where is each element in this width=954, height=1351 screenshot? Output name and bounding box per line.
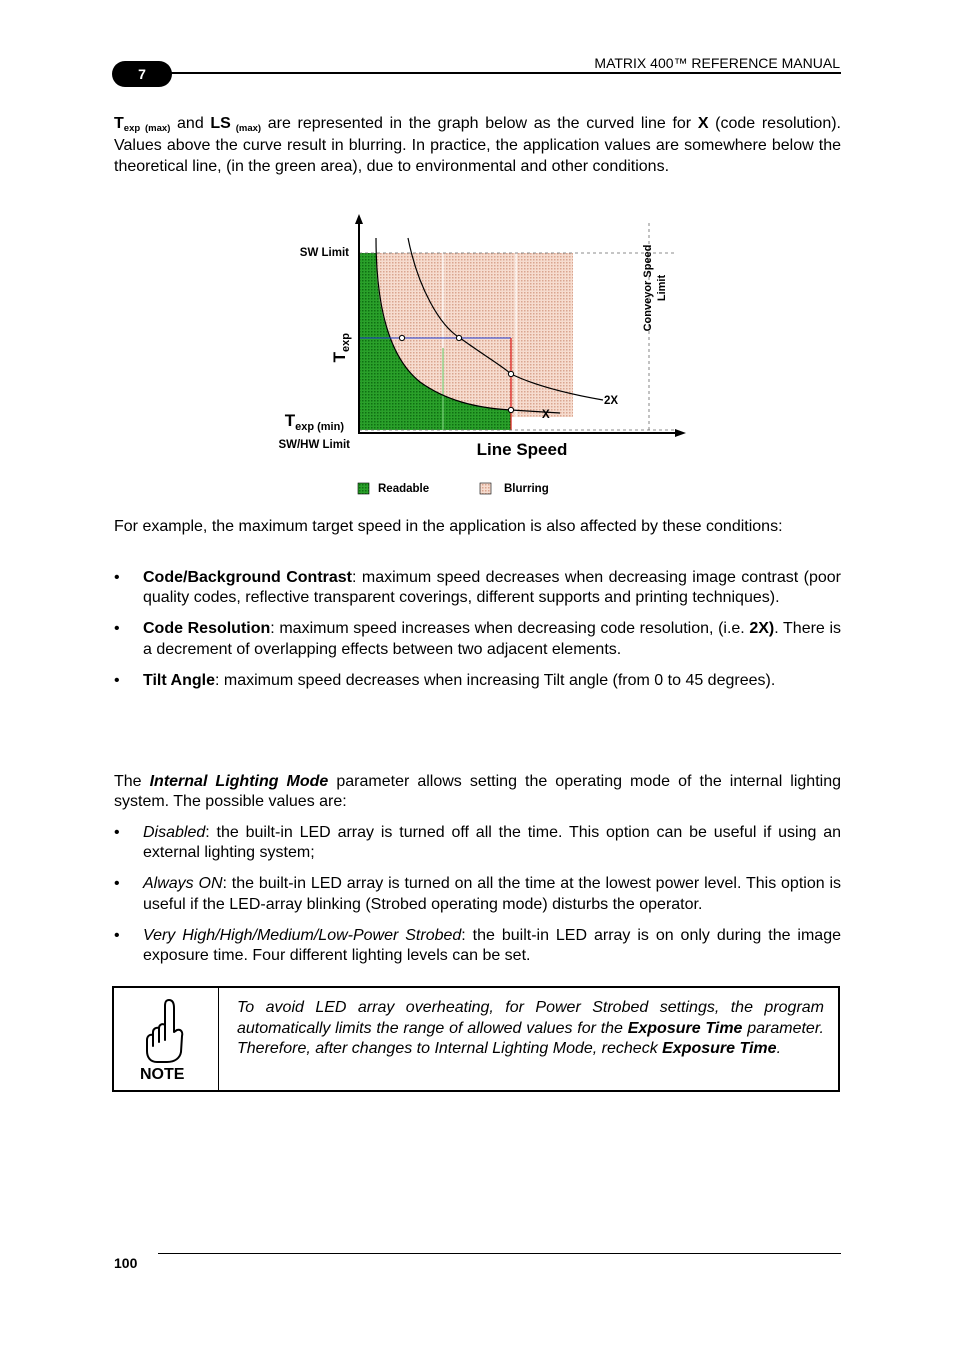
legend-readable-swatch — [358, 483, 369, 494]
curve-2x-label: 2X — [604, 395, 619, 407]
legend-blurring-swatch — [480, 483, 491, 494]
example-paragraph: For example, the maximum target speed in the application is also affected by these conditions: — [114, 518, 783, 535]
lighting-paragraph: The Internal Lighting Mode parameter allows setting the operating mode of the internal lighting system. The possible values are: — [114, 773, 841, 811]
legend-blurring-label: Blurring — [504, 483, 549, 495]
x-symbol: X — [697, 115, 709, 132]
list-item: • Code Resolution: maximum speed increases when decreasing code resolution, (i.e. 2X). There is a decrement of overlapping effects between two adjacent elements. — [114, 619, 841, 660]
intersection-point — [456, 335, 461, 340]
pointing-hand-icon — [141, 996, 187, 1064]
intro-and: and — [170, 115, 211, 132]
y-axis-arrow — [355, 214, 363, 224]
conveyor-limit-label-2: Limit — [656, 274, 668, 302]
list-item: • Always ON: the built-in LED array is turned on all the time at the lowest power level. This option is useful if the LED-array blinking (Strobed operating mode) disturbs the operator. — [114, 874, 841, 915]
legend-readable-label: Readable — [378, 483, 430, 495]
header-title: MATRIX 400™ REFERENCE MANUAL — [594, 55, 840, 71]
y-axis-label: $T_{exp}$ — [330, 333, 352, 363]
footer-rule — [158, 1253, 841, 1254]
t-exp-min-label: $T_{exp (min)}$ — [284, 411, 344, 433]
intersection-point — [399, 335, 404, 340]
sw-limit-label: SW Limit — [299, 247, 349, 259]
header-rule — [150, 72, 841, 74]
list-item: • Very High/High/Medium/Low-Power Strobed: the built-in LED array is on only during the image exposure time. Four different lighting levels can be set. — [114, 926, 841, 967]
t-exp-max-symbol: $T_{exp (max)}$ — [114, 115, 171, 134]
chapter-badge: 7 — [112, 61, 172, 87]
intersection-point — [508, 371, 513, 376]
curve-x-label: X — [542, 409, 550, 421]
list-item: • Disabled: the built-in LED array is turned off all the time. This option can be useful if using an external lighting system; — [114, 823, 841, 864]
conveyor-limit-label-1: Conveyor Speed — [642, 244, 654, 332]
sw-hw-limit-label: SW/HW Limit — [278, 439, 350, 451]
intro-paragraph — [114, 114, 841, 177]
ls-max-symbol: LS $_{(max)}$ — [210, 115, 262, 134]
x-axis-arrow — [675, 429, 686, 437]
note-text: To avoid LED array overheating, for Power Strobed settings, the program automatically limits the range of allowed values for the Exposure Time parameter. Therefore, after changes to Internal Lighting Mode, recheck Exposure Time. — [237, 999, 824, 1058]
list-item: • Tilt Angle: maximum speed decreases when increasing Tilt angle (from 0 to 45 degrees). — [114, 671, 841, 691]
note-divider — [218, 988, 219, 1092]
list-item: • Code/Background Contrast: maximum speed decreases when decreasing image contrast (poor quality codes, reflective transparent coverings, different supports and printing techniques). — [114, 568, 841, 609]
exposure-line-speed-chart — [260, 208, 700, 508]
note-label: NOTE — [140, 1066, 185, 1083]
conditions-list — [114, 568, 841, 702]
x-axis-label: Line Speed — [476, 440, 568, 459]
intro-text-a: are represented in the graph below as the curved line for — [261, 115, 698, 132]
page-number: 100 — [114, 1255, 138, 1271]
intersection-point — [508, 407, 513, 412]
lighting-modes-list — [114, 823, 841, 977]
intro-text-b: (code resolution). Values above the curve result in blurring. In practice, the application values are somewhere below the theoretical line, (in the green area), due to environmental and other conditions. — [114, 115, 841, 175]
